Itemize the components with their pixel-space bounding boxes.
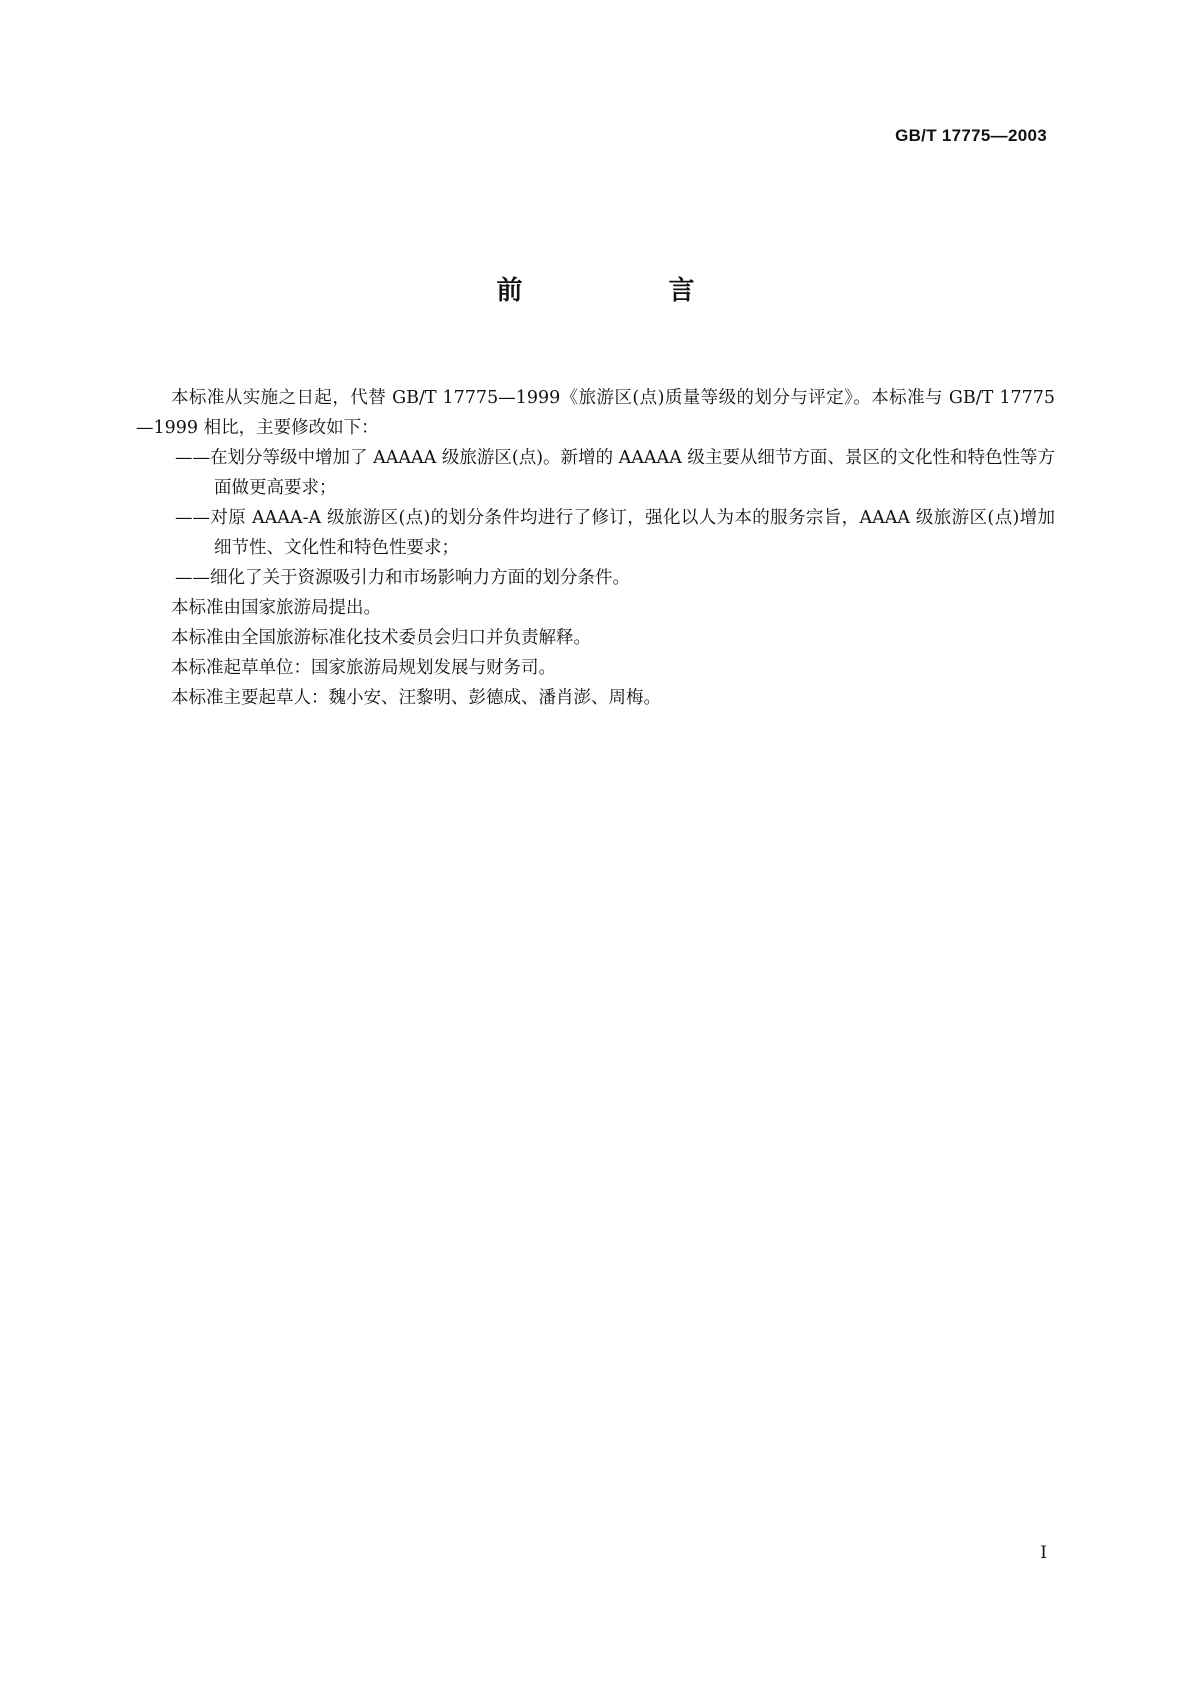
- interpretation-paragraph: 本标准由全国旅游标准化技术委员会归口并负责解释。: [171, 628, 591, 648]
- standard-code: GB/T 17775—2003: [895, 126, 1047, 145]
- change-item-2: ——对原 AAAA-A 级旅游区(点)的划分条件均进行了修订，强化以人为本的服务宗旨，AAAA 级旅游区(点)增加细节性、文化性和特色性要求；: [175, 508, 1055, 558]
- change-item-1: ——在划分等级中增加了 AAAAA 级旅游区(点)。新增的 AAAAA 级主要从细节方面、景区的文化性和特色性等方面做更高要求；: [175, 448, 1055, 498]
- proposer-paragraph: 本标准由国家旅游局提出。: [171, 598, 381, 618]
- page-number: I: [1040, 1543, 1047, 1563]
- change-item-3: ——细化了关于资源吸引力和市场影响力方面的划分条件。: [175, 568, 630, 588]
- intro-paragraph: 本标准从实施之日起，代替 GB/T 17775—1999《旅游区(点)质量等级的划分与评定》。本标准与 GB/T 17775—1999 相比，主要修改如下：: [136, 388, 1055, 438]
- preface-body: [136, 383, 1055, 713]
- drafters-paragraph: 本标准主要起草人：魏小安、汪黎明、彭德成、潘肖澎、周梅。: [171, 688, 661, 708]
- drafting-unit-paragraph: 本标准起草单位：国家旅游局规划发展与财务司。: [171, 658, 556, 678]
- page-title: 前 言: [496, 276, 755, 306]
